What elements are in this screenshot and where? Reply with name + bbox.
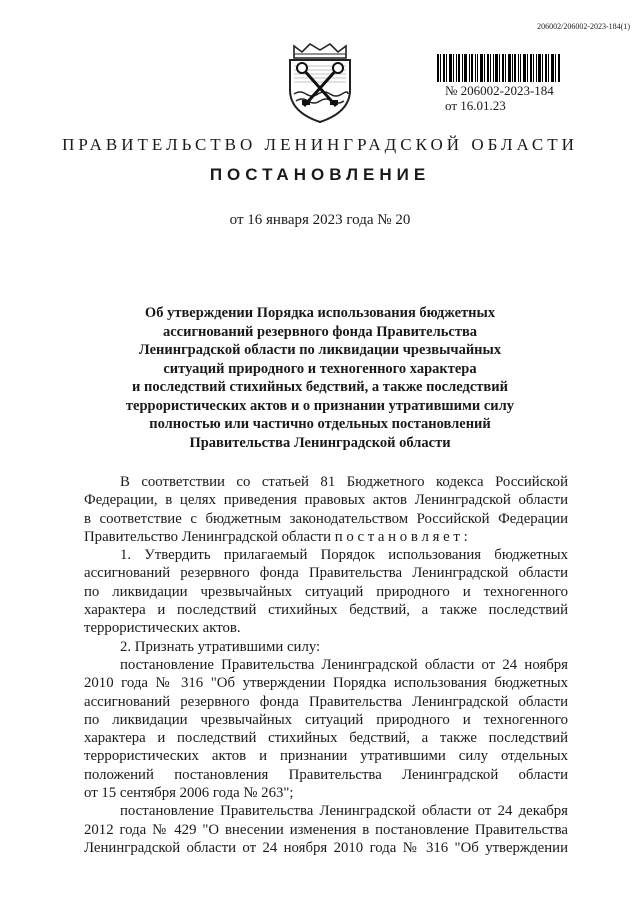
body-line: террористических актов и признании утратившими силу отдельных xyxy=(84,748,568,765)
body-line: 2012 года № 429 "О внесении изменения в постановление Правительства xyxy=(84,821,568,838)
registration-number: № 206002-2023-184 xyxy=(445,83,554,98)
subject-line: ситуаций природного и техногенного характера xyxy=(163,360,477,377)
body-line: характера и последствий стихийных бедствий, а также последствий xyxy=(84,730,568,747)
body-line: по ликвидации чрезвычайных ситуаций природного и техногенного xyxy=(84,711,568,728)
document-reference: 206002/206002-2023-184(1) xyxy=(537,22,630,31)
body-line: ассигнований резервного фонда Правительства Ленинградской области xyxy=(84,565,568,582)
leningrad-oblast-coat-of-arms-icon xyxy=(280,40,360,124)
subject-line: и последствий стихийных бедствий, а также последствий xyxy=(132,379,508,395)
body-line: характера и последствий стихийных бедствий, а также последствий xyxy=(84,602,568,619)
body-line: Правительство Ленинградской области п о с т а н о в л я е т : xyxy=(84,528,468,545)
body-line: положений постановления Правительства Ленинградской области xyxy=(84,766,568,783)
subject-line: Правительства Ленинградской области xyxy=(189,434,451,451)
body-line: Федерации, в целях приведения правовых актов Ленинградской области xyxy=(84,492,568,509)
subject-line: Ленинградской области по ликвидации чрезвычайных xyxy=(138,342,502,358)
body-line: 2. Признать утратившими силу: xyxy=(120,638,321,655)
subject-line: полностью или частично отдельных постановлений xyxy=(149,416,491,432)
body-line: в соответствие с бюджетным законодательством Российской Федерации xyxy=(84,510,568,527)
body-line: Ленинградской области от 24 ноября 2010 года № 316 "Об утверждении xyxy=(84,839,568,856)
registration-date: от 16.01.23 xyxy=(445,98,506,113)
body-line: 1. Утвердить прилагаемый Порядок использования бюджетных xyxy=(120,547,568,564)
subject-line: террористических актов и о признании утратившими силу xyxy=(125,397,515,414)
body-line: от 15 сентября 2006 года № 263"; xyxy=(84,785,294,802)
resolution-body xyxy=(84,473,568,857)
body-line: террористических актов. xyxy=(84,620,241,637)
resolution-date-line: от 16 января 2023 года № 20 xyxy=(229,212,411,228)
body-line: ассигнований резервного фонда Правительства Ленинградской области xyxy=(84,693,568,710)
document-type-heading: ПОСТАНОВЛЕНИЕ xyxy=(209,165,431,184)
subject-line: Об утверждении Порядка использования бюджетных xyxy=(144,305,496,321)
body-line: постановление Правительства Ленинградской области от 24 декабря xyxy=(120,803,568,820)
subject-line: ассигнований резервного фонда Правительства xyxy=(162,323,478,340)
government-heading: ПРАВИТЕЛЬСТВО ЛЕНИНГРАДСКОЙ ОБЛАСТИ xyxy=(62,135,578,154)
resolution-subject xyxy=(80,304,560,452)
barcode-icon xyxy=(437,54,561,82)
body-line: 2010 года № 316 "Об утверждении Порядка использования бюджетных xyxy=(84,675,568,692)
body-line: по ликвидации чрезвычайных ситуаций природного и техногенного xyxy=(84,583,568,600)
body-line: В соответствии со статьей 81 Бюджетного кодекса Российской xyxy=(120,474,568,490)
body-line: постановление Правительства Ленинградской области от 24 ноября xyxy=(120,656,568,673)
